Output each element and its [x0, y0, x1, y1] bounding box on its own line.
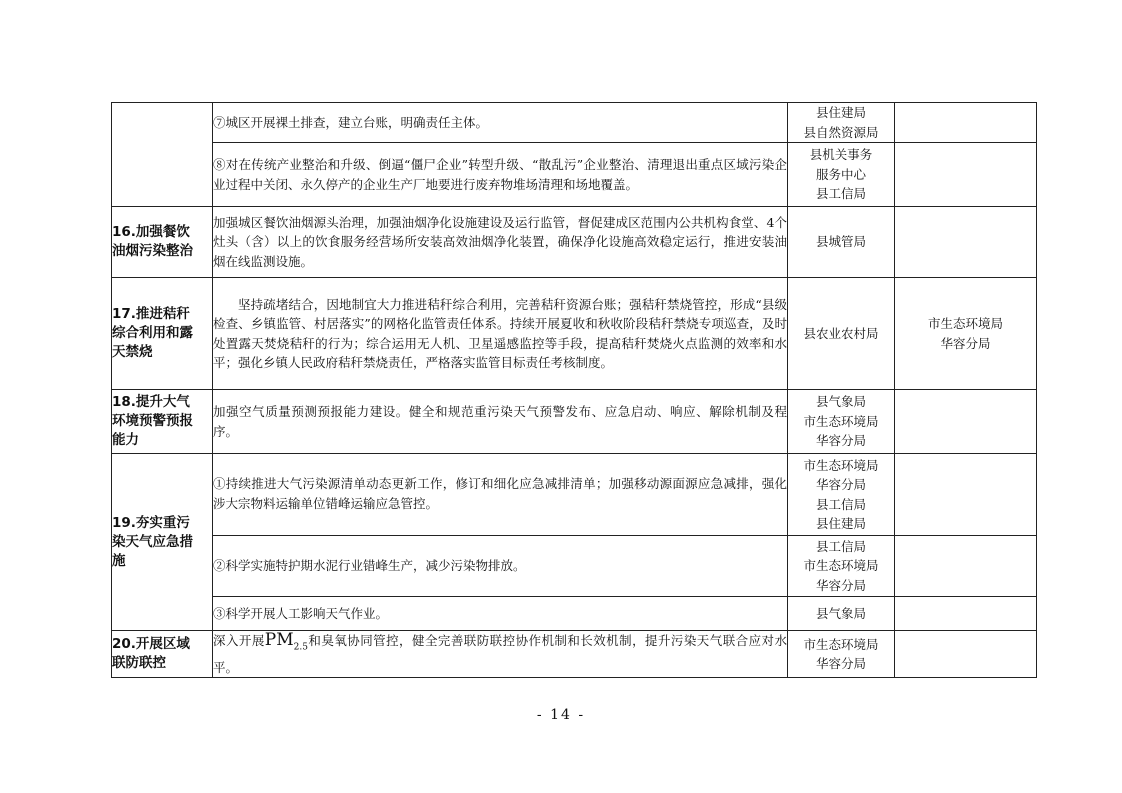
dept-name: 县工信局	[815, 538, 866, 554]
dept-cell	[788, 143, 895, 207]
task-cell	[112, 631, 213, 678]
coop-cell	[895, 390, 1037, 454]
dept-cell	[788, 597, 895, 631]
table-row	[112, 536, 1037, 597]
dept-name: 县气象局	[815, 394, 866, 410]
task-title: 16.加强餐饮	[112, 224, 190, 240]
dept-name: 市生态环境局	[803, 636, 879, 652]
task-title: 施	[112, 552, 126, 569]
task-cell	[112, 454, 213, 631]
dept-name: 县住建局	[815, 105, 866, 120]
task-title: 环境预警预报	[112, 413, 193, 429]
coop-cell	[895, 454, 1037, 536]
dept-name: 县城管局	[815, 234, 866, 250]
dept-cell	[788, 631, 895, 678]
measure-text: 加强空气质量预测预报能力建设。健全和规范重污染天气预警发布、应急启动、响应、解除机制及程序。	[213, 404, 787, 439]
task-title: 18.提升大气	[112, 394, 190, 410]
dept-name: 华容分局	[815, 433, 866, 449]
dept-name: 华容分局	[815, 577, 866, 593]
coop-cell	[895, 103, 1037, 143]
dept-cell	[788, 207, 895, 278]
measure-cell	[213, 103, 788, 143]
dept-name: 县工信局	[815, 186, 866, 202]
measure-cell	[213, 207, 788, 278]
coop-name: 华容分局	[940, 335, 991, 351]
measure-text: 加强城区餐饮油烟源头治理，加强油烟净化设施建设及运行监管，督促建成区范围内公共机构食堂、4个灶头（含）以上的饮食服务经营场所安装高效油烟净化装置，确保净化设施高效稳定运行，推进安装油烟在线监测设施。	[213, 214, 787, 269]
dept-cell	[788, 454, 895, 536]
measure-text: ②科学实施特护期水泥行业错峰生产，减少污染物排放。	[213, 558, 526, 574]
dept-name: 市生态环境局	[803, 413, 879, 429]
pm-symbol: $PM_{2.5}$	[264, 630, 308, 653]
table-row	[112, 207, 1037, 278]
task-title: 天禁烧	[112, 344, 153, 360]
coop-cell	[895, 597, 1037, 631]
task-title: 17.推进秸秆	[112, 306, 190, 322]
dept-name: 县住建局	[815, 516, 866, 531]
task-title: 联防联控	[112, 655, 166, 672]
dept-name: 县工信局	[815, 496, 866, 512]
task-title: 19.夯实重污	[112, 514, 190, 531]
task-cell	[112, 278, 213, 390]
measure-cell	[213, 278, 788, 390]
table-row	[112, 390, 1037, 454]
table-row	[112, 597, 1037, 631]
task-cell	[112, 207, 213, 278]
task-title: 综合利用和露	[112, 325, 193, 341]
coop-cell	[895, 207, 1037, 278]
measure-cell	[213, 597, 788, 631]
dept-cell	[788, 536, 895, 597]
measure-text: ①持续推进大气污染源清单动态更新工作，修订和细化应急减排清单；加强移动源面源应急减排，强化涉大宗物料运输单位错峰运输应急管控。	[213, 476, 787, 511]
coop-cell	[895, 536, 1037, 597]
dept-name: 市生态环境局	[803, 457, 879, 473]
measure-text: 坚持疏堵结合，因地制宜大力推进秸秆综合利用，完善秸秆资源台账；强秸秆禁烧管控，形成“县级检查、乡镇监管、村居落实”的网格化监管责任体系。持续开展夏收和秋收阶段秸秆禁烧专项巡查，及时处置露天焚烧秸秆的行为；综合运用无人机、卫星遥感监控等手段，提高秸秆焚烧火点监测的效率和水平；强化乡镇人民政府秸秆禁烧责任，严格落实监管目标责任考核制度。	[213, 296, 787, 370]
measure-cell	[213, 454, 788, 536]
dept-cell	[788, 278, 895, 390]
dept-name: 市生态环境局	[803, 558, 879, 574]
dept-name: 县气象局	[815, 605, 866, 621]
measure-text: ⑧对在传统产业整治和升级、倒逼“僵尸企业”转型升级、“散乱污”企业整治、清理退出重点区域污染企业过程中关闭、永久停产的企业生产厂地要进行废弃物堆场清理和场地覆盖。	[213, 157, 787, 192]
measure-cell	[213, 143, 788, 207]
coop-name: 市生态环境局	[927, 316, 1003, 331]
dept-name: 县机关事务	[809, 147, 873, 163]
coop-cell	[895, 631, 1037, 678]
dept-name: 华容分局	[815, 656, 866, 672]
table-row	[112, 454, 1037, 536]
table-row	[112, 278, 1037, 390]
coop-cell	[895, 143, 1037, 207]
task-title: 油烟污染整治	[112, 243, 193, 259]
table-row	[112, 631, 1037, 678]
measure-text: ⑦城区开展裸土排查，建立台账，明确责任主体。	[213, 114, 489, 130]
measures-table	[111, 102, 1037, 678]
task-cell	[112, 390, 213, 454]
dept-cell	[788, 103, 895, 143]
dept-name: 华容分局	[815, 477, 866, 492]
measure-text: ③科学开展人工影响天气作业。	[213, 605, 389, 621]
dept-name: 县自然资源局	[803, 124, 879, 140]
task-title: 20.开展区域	[112, 636, 190, 653]
task-title: 染天气应急措	[112, 533, 193, 550]
measure-text: 深入开展$PM_{2.5}$和臭氧协同管控，健全完善联防联控协作机制和长效机制，提升污染天气联合应对水平。	[213, 630, 787, 675]
table-row	[112, 143, 1037, 207]
coop-cell	[895, 278, 1037, 390]
dept-cell	[788, 390, 895, 454]
measure-cell	[213, 390, 788, 454]
dept-name: 县农业农村局	[803, 325, 879, 341]
page-number: - 14 -	[536, 707, 586, 723]
dept-name: 服务中心	[815, 166, 866, 182]
measure-cell	[213, 631, 788, 678]
table-row	[112, 103, 1037, 143]
measure-cell	[213, 536, 788, 597]
task-title: 能力	[112, 432, 139, 448]
task-cell	[112, 103, 213, 207]
